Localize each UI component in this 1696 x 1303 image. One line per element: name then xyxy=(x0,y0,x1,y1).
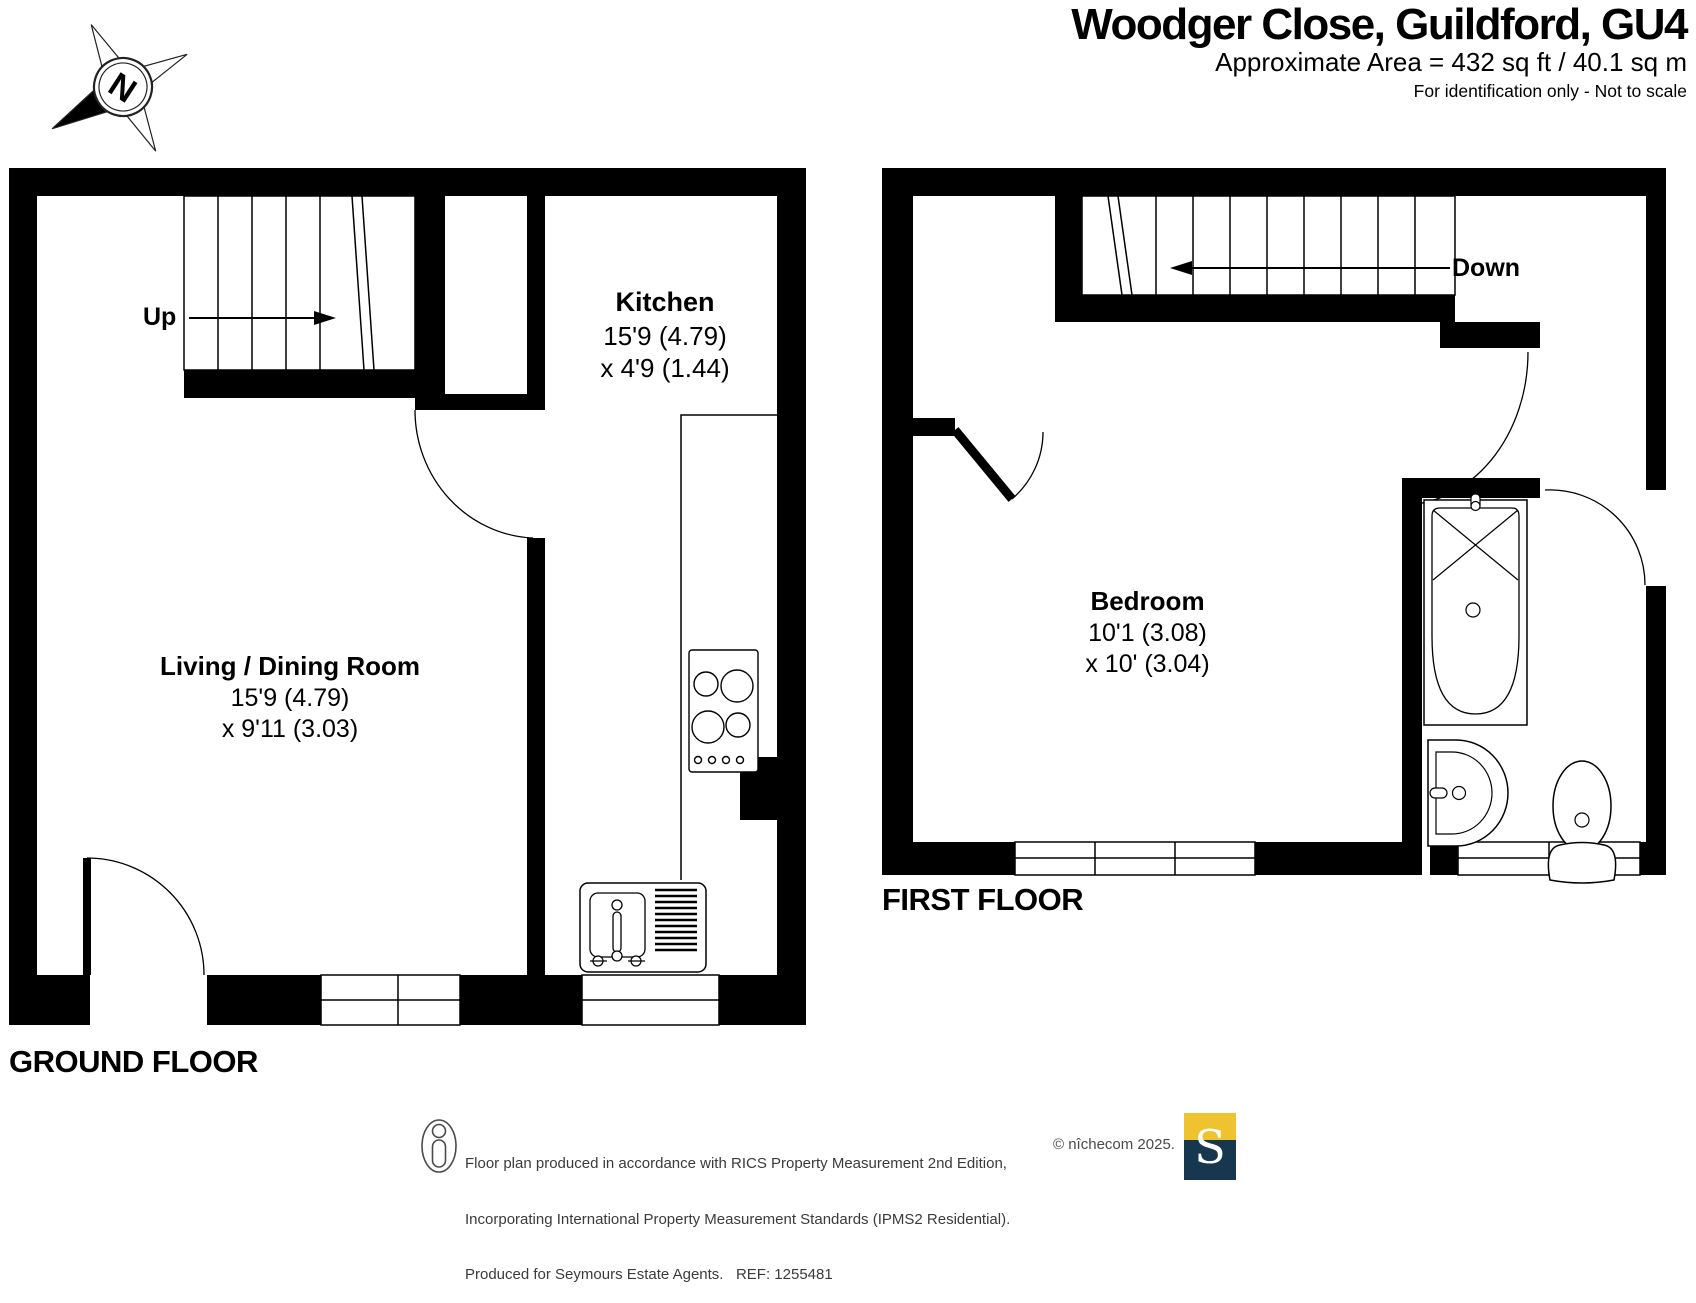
gf-top-wall xyxy=(9,168,806,196)
room-name: Living / Dining Room xyxy=(160,651,420,681)
ground-floor-label: GROUND FLOOR xyxy=(9,1044,258,1079)
copyright-text: © nîchecom 2025. xyxy=(1053,1136,1175,1153)
room-dimensions: 15'9 (4.79) xyxy=(603,320,727,351)
stairs-up-label: Up xyxy=(143,303,177,331)
front-door-leaf xyxy=(83,858,91,975)
scale-note: For identification only - Not to scale xyxy=(1413,81,1687,101)
kitchen-sink-icon xyxy=(580,883,706,972)
ff-right-wall xyxy=(1646,168,1666,490)
gf-bottom-wall-seg xyxy=(719,975,806,1025)
window-icon xyxy=(1015,842,1255,875)
down-arrow-icon xyxy=(1170,261,1450,275)
gf-staircase xyxy=(184,196,445,398)
front-door-arc xyxy=(87,858,204,975)
ff-bottom-wall-seg xyxy=(1640,842,1666,875)
door-jamb xyxy=(913,418,955,436)
bathroom-wall xyxy=(1402,478,1422,875)
ff-bottom-wall-seg xyxy=(1430,842,1458,875)
door-leaf xyxy=(415,394,545,410)
hob-icon xyxy=(689,650,758,772)
door-arc xyxy=(1545,490,1645,585)
first-floor-plan xyxy=(882,168,1666,883)
room-name: Kitchen xyxy=(615,287,715,317)
door-leaf xyxy=(955,430,1012,499)
disclaimer-line: Floor plan produced in accordance with RICS Property Measurement 2nd Edition, xyxy=(465,1155,1007,1172)
logo-letter: S xyxy=(1194,1119,1226,1174)
seymours-logo xyxy=(1184,1113,1236,1180)
page-title: Woodger Close, Guildford, GU4 xyxy=(1071,0,1687,49)
bathroom-wall xyxy=(1422,478,1540,498)
room-dimensions: 10'1 (3.08) xyxy=(1088,618,1207,647)
window-icon xyxy=(582,975,719,1025)
room-label-living-dining xyxy=(140,650,440,745)
disclaimer-line: Incorporating International Property Measurement Standards (IPMS2 Residential). xyxy=(465,1210,1011,1228)
person-icon xyxy=(422,1120,456,1172)
stairs-down-label: Down xyxy=(1452,254,1521,282)
compass-icon xyxy=(18,0,220,188)
door-arc xyxy=(415,410,533,538)
window-icon xyxy=(321,975,460,1025)
ff-right-wall xyxy=(1646,586,1666,875)
ff-bottom-wall-seg xyxy=(1255,842,1402,875)
room-label-kitchen xyxy=(520,286,810,385)
gf-left-wall xyxy=(9,168,37,1025)
gf-bottom-wall-seg xyxy=(460,975,582,1025)
approximate-area: Approximate Area = 432 sq ft / 40.1 sq m xyxy=(1215,47,1687,77)
disclaimer-line: Produced for Seymours Estate Agents. REF: 1255481 xyxy=(465,1266,833,1283)
disclaimer-text xyxy=(465,1118,1010,1303)
gf-bottom-wall-seg xyxy=(9,975,90,1025)
up-arrow-icon xyxy=(189,311,336,325)
room-dimensions: x 4'9 (1.44) xyxy=(600,353,730,384)
toilet-icon xyxy=(1548,761,1615,883)
room-dimensions: 15'9 (4.79) xyxy=(230,683,350,712)
room-dimensions: x 10' (3.04) xyxy=(1085,649,1210,678)
bathroom-sink-icon xyxy=(1428,740,1508,846)
room-name: Bedroom xyxy=(1090,586,1205,616)
ff-left-wall xyxy=(882,168,913,875)
bathtub-icon xyxy=(1424,494,1527,725)
room-dimensions: x 9'11 (3.03) xyxy=(221,714,359,743)
first-floor-label: FIRST FLOOR xyxy=(882,882,1084,917)
gf-partition-wall xyxy=(527,538,545,975)
ff-top-wall xyxy=(882,168,1666,196)
gf-bottom-wall-seg xyxy=(207,975,321,1025)
compass-north-label: N xyxy=(101,65,143,111)
room-label-bedroom xyxy=(995,585,1300,680)
door-arc xyxy=(1012,432,1043,499)
ff-bottom-wall-seg xyxy=(882,842,1015,875)
